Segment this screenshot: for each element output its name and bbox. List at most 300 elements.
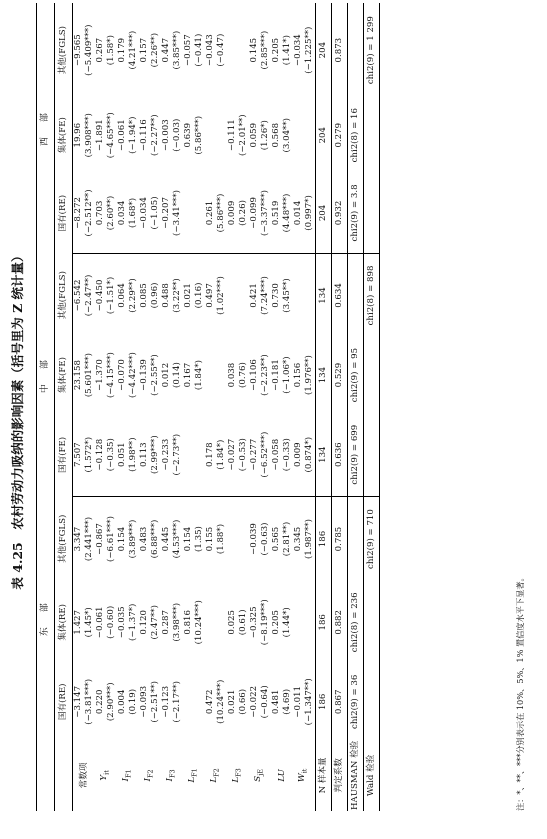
coef-estimate: −0.034 [293,34,303,67]
coef-cell [227,497,249,581]
coef-cell [161,173,183,253]
z-statistic: (−3.41***) [172,190,182,236]
z-statistic: (−2.73**) [172,433,182,476]
hausman-row-value: chi2(9) = 699 [348,413,364,497]
z-statistic: (1.84*) [216,439,226,470]
variable-label: $L_{F1}$ [187,768,199,783]
coef-cell [117,3,139,97]
z-statistic: (10.24***) [216,679,226,724]
region-header-row [37,3,55,811]
method-header: 集体(FE) [55,337,73,413]
z-statistic: (−0.03) [172,118,182,152]
coef-row [161,3,183,811]
hausman-row-value: chi2(8) = 16 [348,97,364,173]
z-statistic: (−0.35) [106,438,116,472]
variable-label: 常数项 [78,762,89,789]
z-statistic: (4.53***) [172,519,182,559]
z-statistic: (5.86***) [216,193,226,233]
coef-estimate: −0.003 [161,119,171,152]
coef-cell [95,97,117,173]
coef-row [249,3,271,811]
z-statistic: (−4.65***) [106,112,116,159]
coef-cell [73,97,96,173]
z-statistic: (−2.47**) [84,274,94,317]
coef-estimate: −0.061 [95,606,105,639]
coef-cell [249,3,271,97]
coef-cell [117,337,139,413]
coef-estimate: 0.145 [249,37,259,63]
coef-estimate: 0.154 [183,526,193,552]
coef-estimate: −0.035 [117,606,127,639]
coef-estimate: −0.867 [95,523,105,555]
coef-cell [293,581,316,664]
hausman-row-value: chi2(8) = 236 [348,581,364,664]
z-statistic: (0.997*) [304,195,314,231]
coef-cell [249,581,271,664]
coef-cell [205,173,227,253]
coef-cell [95,173,117,253]
var-header-blank [37,740,55,811]
method-header: 其他(FGLS) [55,497,73,581]
coef-cell [73,497,96,581]
coef-estimate: 0.085 [139,283,149,308]
coef-estimate: 0.421 [249,283,259,308]
z-statistic: (3.45**) [282,278,292,313]
coef-estimate: 0.025 [227,610,237,635]
r-squared-row-value: 0.529 [332,337,348,413]
coef-estimate: −0.061 [117,119,127,152]
coef-estimate: −0.093 [139,685,149,718]
z-statistic: (0.96) [150,282,160,309]
coef-cell [271,664,293,740]
z-statistic: (−2.01**) [238,114,248,157]
coef-estimate: 19.96 [73,122,83,148]
z-statistic: (−0.41) [194,33,204,67]
wald-row-value [364,337,380,413]
r-squared-row-label: 判定系数 [332,740,348,811]
z-statistic: (0.76) [238,362,248,388]
coef-cell [271,253,293,337]
coef-estimate: 0.051 [117,442,127,467]
z-statistic: (−5.409***) [84,24,94,76]
z-statistic: (−2.23**) [260,354,270,396]
coef-estimate: 0.519 [271,200,281,226]
coef-cell [249,173,271,253]
coef-estimate: −9.565 [73,34,83,67]
sample-size-row-value: 204 [316,173,332,253]
coef-cell [205,664,227,740]
z-statistic: (−3.37***) [260,190,270,236]
method-header-row [55,3,73,811]
coef-estimate: −0.022 [249,685,259,718]
coef-cell [271,3,293,97]
z-statistic: (1.68*) [128,197,138,229]
coef-estimate: 0.497 [205,283,215,308]
sample-size-row-value: 134 [316,337,332,413]
variable-label: LU [276,769,287,782]
coef-estimate: 0.004 [117,689,127,715]
z-statistic: (−0.63) [260,522,270,556]
coef-cell [227,97,249,173]
z-statistic: (−4.42***) [128,352,138,399]
z-statistic: (1.58*) [106,35,116,66]
coef-estimate: −6.542 [73,279,83,312]
coef-estimate: −1.891 [95,119,105,152]
coef-cell [139,3,161,97]
coef-cell [227,413,249,497]
coef-estimate: 0.179 [117,37,127,63]
coef-cell [293,173,316,253]
z-statistic: (1.02***) [216,276,226,315]
coef-cell [139,664,161,740]
coef-estimate: 0.009 [293,442,303,467]
coef-cell [183,337,205,413]
coef-row [73,3,96,811]
z-statistic: (1.572*) [84,436,94,473]
coef-estimate: 0.014 [293,200,303,226]
z-statistic: (2.90***) [106,682,116,722]
coef-cell [73,664,96,740]
coef-estimate: −0.070 [117,359,127,391]
coef-estimate: −0.106 [249,359,259,391]
z-statistic: (−1.225**) [304,26,314,74]
z-statistic: (0.16) [194,282,204,309]
region-west: 西 部 [37,3,55,253]
z-statistic: (0.26) [238,200,248,226]
r-squared-row-value: 0.634 [332,253,348,337]
coef-cell [293,253,316,337]
coef-row [227,3,249,811]
z-statistic: (0.61) [238,609,248,636]
coef-estimate: −0.034 [139,197,149,229]
z-statistic: (1.98**) [128,437,138,472]
coef-estimate: 1.427 [73,610,83,635]
coef-cell [161,97,183,173]
coef-estimate: 0.012 [161,362,171,388]
coef-cell [183,173,205,253]
wald-row-value [364,664,380,740]
coef-cell [205,253,227,337]
z-statistic: (−2.17**) [172,680,182,723]
sample-size-row-value: 204 [316,3,332,97]
coef-cell [161,253,183,337]
coef-cell [271,97,293,173]
method-header: 国有(RE) [55,173,73,253]
z-statistic: (4.21***) [128,30,138,70]
coef-estimate: 0.021 [227,689,237,715]
coef-cell [205,97,227,173]
method-header: 集体(FE) [55,97,73,173]
coef-cell [183,581,205,664]
coef-cell [249,97,271,173]
r-squared-row-value: 0.873 [332,3,348,97]
coef-cell [117,253,139,337]
sample-size-row [316,3,332,811]
coef-cell [139,581,161,664]
coef-estimate: 0.038 [227,362,237,388]
variable-label: $W_{it}$ [297,768,309,783]
coef-cell [227,337,249,413]
coef-cell [139,97,161,173]
coef-cell [183,664,205,740]
coef-estimate: 0.059 [249,122,259,148]
sample-size-row-value: 134 [316,253,332,337]
coef-cell [205,413,227,497]
region-east: 东 部 [37,497,55,740]
hausman-row-value: chi2(9) = 3.8 [348,173,364,253]
coef-cell [271,497,293,581]
coef-estimate: 0.205 [271,37,281,63]
coef-estimate: 0.205 [271,610,281,635]
z-statistic: (−2.512**) [84,189,94,237]
coef-row [117,3,139,811]
method-header: 其他(FGLS) [55,253,73,337]
r-squared-row-value: 0.279 [332,97,348,173]
coef-cell [73,413,96,497]
coef-cell [95,581,117,664]
hausman-row-value: chi2(9) = 36 [348,664,364,740]
coef-cell [183,253,205,337]
coef-cell [183,413,205,497]
coef-cell [183,3,205,97]
wald-row-value [364,413,380,497]
coef-estimate: −0.123 [161,685,171,718]
sample-size-row-label: N 样本量 [316,740,332,811]
coef-cell [73,253,96,337]
z-statistic: (−6.52***) [260,431,270,478]
z-statistic: (−1.347**) [304,678,314,726]
coef-row [293,3,316,811]
coef-estimate: −0.039 [249,523,259,555]
region-central: 中 部 [37,253,55,497]
variable-label: $L_{F3}$ [231,768,243,783]
coef-cell [293,337,316,413]
coef-cell [161,664,183,740]
coef-cell [249,337,271,413]
z-statistic: (−6.61***) [106,516,116,562]
method-header: 国有(RE) [55,664,73,740]
coef-cell [161,3,183,97]
z-statistic: (−1.94*) [128,116,138,154]
coef-estimate: 0.167 [183,362,193,388]
coef-estimate: 0.472 [205,689,215,715]
coef-estimate: −0.111 [227,119,237,152]
coef-row [139,3,161,811]
r-squared-row-value: 0.785 [332,497,348,581]
coef-cell [205,497,227,581]
coef-row [95,3,117,811]
z-statistic: (−2.51**) [150,680,160,723]
coef-cell [161,497,183,581]
z-statistic: (−8.19***) [260,599,270,646]
coef-cell [95,253,117,337]
wald-row-value [364,581,380,664]
z-statistic: (1.976**) [304,355,314,396]
wald-row-value [364,97,380,173]
coef-estimate: 0.113 [139,442,149,467]
z-statistic: (0.14) [172,362,182,388]
coef-row [271,3,293,811]
coef-row [183,3,205,811]
coef-cell [117,664,139,740]
coef-estimate: −1.370 [95,359,105,391]
coef-estimate: 0.157 [139,37,149,63]
coef-estimate: 0.021 [183,283,193,308]
hausman-row-value [348,497,364,581]
coef-estimate: 0.120 [139,610,149,635]
z-statistic: (1.44*) [282,607,292,638]
z-statistic: (2.29**) [128,278,138,313]
z-statistic: (5.601***) [84,352,94,398]
z-statistic: (−1.37*) [128,603,138,641]
z-statistic: (2.85***) [260,30,270,70]
coef-estimate: 0.155 [205,526,215,552]
z-statistic: (−1.51*) [106,276,116,315]
coef-estimate: 0.267 [95,37,105,63]
hausman-row-value [348,3,364,97]
hausman-row-value [348,253,364,337]
coef-estimate: 0.261 [205,200,215,226]
coef-estimate: 23.158 [73,360,83,391]
coef-estimate: 0.568 [271,122,281,148]
z-statistic: (5.86***) [194,115,204,155]
coef-cell [249,253,271,337]
method-header: 集体(RE) [55,581,73,664]
coef-estimate: 0.703 [95,200,105,226]
coef-cell [227,581,249,664]
z-statistic: (−1.05) [150,196,160,230]
sample-size-row-value: 204 [316,97,332,173]
z-statistic: (7.24***) [260,276,270,315]
coef-cell [139,413,161,497]
z-statistic: (−4.15***) [106,352,116,399]
coef-estimate: 0.481 [271,689,281,715]
coef-estimate: 0.447 [161,37,171,63]
z-statistic: (10.24***) [194,600,204,645]
variable-label: $S_{jE}$ [253,769,265,782]
z-statistic: (−0.53) [238,438,248,472]
r-squared-row-value: 0.882 [332,581,348,664]
coef-estimate: 0.488 [161,283,171,308]
variable-label: $L_{F2}$ [209,768,221,783]
coef-row [205,3,227,811]
coef-cell [139,497,161,581]
coef-estimate: 0.639 [183,122,193,148]
coef-cell [293,413,316,497]
coef-estimate: −8.272 [73,197,83,229]
coef-cell [161,337,183,413]
coef-cell [95,3,117,97]
coef-estimate: −0.233 [161,438,171,471]
coef-estimate: −0.116 [139,119,149,152]
z-statistic: (−1.06*) [282,356,292,394]
coef-cell [271,581,293,664]
coef-cell [183,497,205,581]
coef-cell [73,337,96,413]
coef-cell [73,581,96,664]
coef-cell [293,664,316,740]
r-squared-row-value: 0.867 [332,664,348,740]
z-statistic: (6.88***) [150,519,160,559]
var-header-blank-2 [55,740,73,811]
z-statistic: (3.22**) [172,278,182,313]
r-squared-row-value: 0.932 [332,173,348,253]
coef-cell [205,3,227,97]
hausman-row [348,3,364,811]
coef-cell [139,173,161,253]
wald-row-label: Wald 检验 [364,740,380,811]
coef-estimate: −0.128 [95,438,105,471]
z-statistic: (0.19) [128,688,138,715]
table-note: 注：*、**、***分别表示在 10%、5%、1% 置信度水平下显著。 [515,573,525,811]
coef-estimate: −0.027 [227,438,237,471]
coef-cell [293,97,316,173]
coef-cell [139,253,161,337]
coef-cell [95,497,117,581]
coef-estimate: 0.156 [293,362,303,388]
hausman-row-value: chi2(9) = 95 [348,337,364,413]
z-statistic: (−0.60) [106,605,116,639]
method-header: 其他(FGLS) [55,3,73,97]
variable-label: $Y_{it}$ [99,770,111,781]
coef-cell [95,664,117,740]
r-squared-row [332,3,348,811]
wald-row-value: chi2(9) = 710 [364,497,380,581]
coef-estimate: 0.816 [183,610,193,635]
coef-cell [271,413,293,497]
sample-size-row-value: 186 [316,664,332,740]
variable-label: $I_{F1}$ [121,769,133,782]
coef-cell [117,413,139,497]
coef-estimate: 0.154 [117,526,127,552]
z-statistic: (4.69) [282,688,292,715]
z-statistic: (1.35) [194,526,204,552]
coef-estimate: 0.565 [271,526,281,552]
sample-size-row-value: 186 [316,581,332,664]
z-statistic: (1.41*) [282,35,292,66]
coef-estimate: 0.009 [227,200,237,226]
z-statistic: (−3.81***) [84,678,94,725]
coef-cell [73,173,96,253]
coef-estimate: 3.347 [73,526,83,552]
coef-estimate: 0.220 [95,689,105,715]
coef-estimate: 0.483 [139,526,149,552]
coef-estimate: 0.287 [161,610,171,635]
coef-cell [117,497,139,581]
z-statistic: (−0.64) [260,685,270,719]
z-statistic: (3.04**) [282,118,292,153]
coef-cell [95,413,117,497]
coef-estimate: −0.207 [161,197,171,229]
coef-cell [249,664,271,740]
coef-cell [205,581,227,664]
coef-estimate: −0.139 [139,359,149,391]
coef-cell [249,413,271,497]
hausman-row-label: HAUSMAN 检验 [348,740,364,811]
coef-cell [205,337,227,413]
coef-cell [183,97,205,173]
z-statistic: (0.66) [238,688,248,715]
coef-estimate: −0.277 [249,438,259,471]
coef-cell [117,581,139,664]
coef-cell [117,97,139,173]
z-statistic: (1.26*) [260,120,270,151]
coef-estimate: 0.178 [205,442,215,467]
z-statistic: (1.88*) [216,523,226,555]
variable-label: $I_{F3}$ [165,769,177,782]
wald-row-value: chi2(8) = 898 [364,253,380,337]
coef-cell [271,337,293,413]
